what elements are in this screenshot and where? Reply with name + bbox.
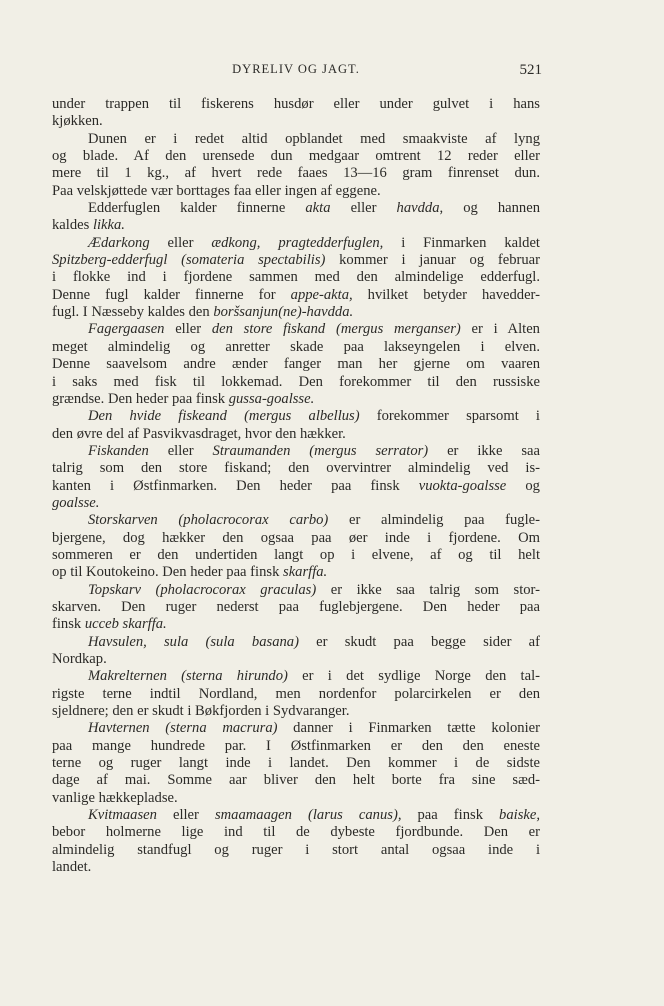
text-run: meget almindelig og anretter skade paa lakseyngelen i elven.	[52, 338, 540, 355]
text-line	[52, 113, 540, 130]
italic-term: ucceb skarffa.	[84, 616, 167, 633]
italic-term: boršsanjun(ne)-havdda.	[213, 304, 354, 321]
text-line	[52, 374, 540, 391]
text-run: forekommer sparsomt i	[359, 408, 540, 425]
italic-term: Storskarven (pholacrocorax carbo)	[88, 512, 329, 529]
body-text	[52, 96, 540, 876]
text-line	[52, 443, 540, 460]
text-run: kommer i januar og februar	[325, 252, 540, 269]
text-line	[52, 651, 540, 668]
text-run: er i det sydlige Norge den tal-	[287, 668, 541, 685]
text-run: kjøkken.	[52, 113, 103, 130]
italic-term: appe-akta,	[290, 286, 353, 303]
text-line	[52, 356, 540, 373]
text-line	[52, 339, 540, 356]
text-run: , og hannen	[439, 200, 541, 217]
text-line	[52, 183, 540, 200]
text-run: mere til 1 kg., af hvert rede faaes 13—16 gram finrenset dun.	[52, 165, 540, 182]
text-run: sjeldnere; den er skudt i Bøkfjorden i Sydvaranger.	[52, 703, 350, 720]
text-run: er skudt paa begge sider af	[298, 633, 540, 650]
italic-term: goalsse.	[52, 494, 100, 511]
text-line	[52, 96, 540, 113]
text-line	[52, 252, 540, 269]
text-line	[52, 547, 540, 564]
text-run: paa finsk	[401, 807, 500, 824]
text-line	[52, 582, 540, 599]
italic-term: den store fiskand (mergus merganser)	[211, 321, 461, 338]
italic-term: ædkong, pragtedderfuglen,	[211, 234, 384, 251]
text-run: eller	[330, 200, 397, 217]
italic-term: Havternen (sterna macrura)	[88, 720, 278, 737]
italic-term: likka.	[92, 217, 125, 234]
text-run: er ikke saa talrig som stor-	[316, 581, 540, 598]
text-run: op til Koutokeino. Den heder paa finsk	[52, 564, 284, 581]
text-line	[52, 720, 540, 737]
text-run: kanten i Østfinmarken. Den heder paa finsk	[52, 477, 419, 494]
text-line	[52, 235, 540, 252]
text-run: almindelig standfugl og ruger i stort antal ogsaa inde i	[52, 841, 540, 858]
text-run: i flokke ind i fjordene sammen med den almindelige edderfugl.	[52, 269, 540, 286]
italic-term: skarffa.	[283, 564, 328, 581]
text-line	[52, 616, 540, 633]
text-run: talrig som den store fiskand; den overvintrer almindelig ved is-	[52, 460, 540, 477]
text-line	[52, 148, 540, 165]
text-run: og	[506, 477, 540, 494]
text-line	[52, 217, 540, 234]
text-line	[52, 269, 540, 286]
text-run: er i Alten	[460, 321, 540, 338]
text-line	[52, 755, 540, 772]
text-line	[52, 391, 540, 408]
text-run: kaldes	[52, 217, 93, 234]
italic-term: Makrelternen (sterna hirundo)	[88, 668, 288, 685]
text-line	[52, 131, 540, 148]
text-run: Denne fugl kalder finnerne for	[52, 286, 291, 303]
italic-term: gussa-goalsse.	[228, 390, 315, 407]
text-run: i Finmarken kaldet	[383, 234, 540, 251]
text-line	[52, 304, 540, 321]
italic-term: baiske,	[499, 807, 540, 824]
text-line	[52, 165, 540, 182]
text-run: dage af mai. Somme aar bliver den helt borte fra sine sæd-	[52, 772, 540, 789]
text-run: Denne saavelsom andre ænder fanger man her gjerne om vaaren	[52, 356, 540, 373]
text-line	[52, 634, 540, 651]
text-line	[52, 530, 540, 547]
text-run: skarven. Den ruger nederst paa fuglebjergene. Den heder paa	[52, 598, 540, 615]
text-run: den øvre del af Pasvikvasdraget, hvor den hækker.	[52, 425, 346, 442]
italic-term: akta	[305, 200, 331, 217]
text-run: danner i Finmarken tætte kolonier	[277, 720, 540, 737]
text-line	[52, 668, 540, 685]
italic-term: Den hvide fiskeand (mergus albellus)	[88, 408, 360, 425]
text-run: Edderfuglen kalder finnerne	[88, 200, 306, 217]
text-run: eller	[156, 807, 215, 824]
text-run: paa mange hundrede par. I Østfinmarken er den den eneste	[52, 737, 540, 754]
text-run: vanlige hækkepladse.	[52, 789, 178, 806]
italic-term: havdda	[396, 200, 440, 217]
text-run: og blade. Af den urensede dun medgaar omtrent 12 reder eller	[52, 148, 540, 165]
text-run: under trappen til fiskerens husdør eller under gulvet i hans	[52, 96, 540, 112]
text-line	[52, 495, 540, 512]
text-line	[52, 564, 540, 581]
italic-term: Topskarv (pholacrocorax graculas)	[88, 581, 317, 598]
italic-term: vuokta-goalsse	[418, 477, 507, 494]
text-run: i saks med fisk til lokkemad. Den forekommer til den russiske	[52, 373, 540, 390]
page-number: 521	[519, 62, 542, 78]
text-line	[52, 859, 540, 876]
page-header	[50, 62, 542, 84]
text-run: bjergene, dog hækker den ogsaa paa øer inde i fjordene. Om	[52, 529, 540, 546]
text-run: grændse. Den heder paa finsk	[52, 390, 229, 407]
text-line	[52, 772, 540, 789]
text-run: landet.	[52, 859, 92, 876]
text-line	[52, 512, 540, 529]
italic-term: Fagergaasen	[88, 321, 165, 338]
text-line	[52, 426, 540, 443]
text-run: eller	[164, 321, 212, 338]
italic-term: Spitzberg-edderfugl (somateria spectabilis)	[52, 252, 326, 269]
text-run: Paa velskjøttede vær borttages faa eller ingen af eggene.	[52, 182, 381, 199]
text-line	[52, 478, 540, 495]
text-run: rigste terne indtil Nordland, men nordenfor polarcirkelen er den	[52, 685, 540, 702]
text-line	[52, 738, 540, 755]
text-line	[52, 703, 540, 720]
text-run: er almindelig paa fugle-	[328, 512, 540, 529]
text-line	[52, 807, 540, 824]
text-run: fugl. I Næsseby kaldes den	[52, 304, 214, 321]
italic-term: Kvitmaasen	[88, 807, 157, 824]
text-run: Nordkap.	[52, 651, 107, 667]
text-run: eller	[148, 442, 213, 459]
text-run: sommeren er den undertiden langt op i elvene, af og til helt	[52, 546, 540, 563]
italic-term: Ædarkong	[88, 234, 150, 251]
text-run: eller	[149, 234, 212, 251]
text-line	[52, 790, 540, 807]
text-run: bebor holmerne lige ind til de dybeste fjordbunde. Den er	[52, 824, 540, 841]
text-line	[52, 599, 540, 616]
text-line	[52, 200, 540, 217]
text-line	[52, 287, 540, 304]
italic-term: Straumanden (mergus serrator)	[212, 442, 429, 459]
text-run: er ikke saa	[428, 442, 540, 459]
italic-term: smaamaagen (larus canus),	[214, 807, 402, 824]
text-line	[52, 460, 540, 477]
italic-term: Havsulen, sula (sula basana)	[88, 633, 299, 650]
italic-term: Fiskanden	[88, 442, 149, 459]
running-title: DYRELIV OG JAGT.	[232, 62, 360, 76]
text-line	[52, 824, 540, 841]
text-run: finsk	[52, 616, 85, 633]
text-line	[52, 408, 540, 425]
text-run: hvilket betyder havedder-	[352, 286, 540, 303]
text-line	[52, 321, 540, 338]
text-run: Dunen er i redet altid opblandet med smaakviste af lyng	[88, 130, 540, 147]
text-line	[52, 686, 540, 703]
text-run: terne og ruger langt inde i landet. Den kommer i de sidste	[52, 755, 540, 772]
text-line	[52, 842, 540, 859]
